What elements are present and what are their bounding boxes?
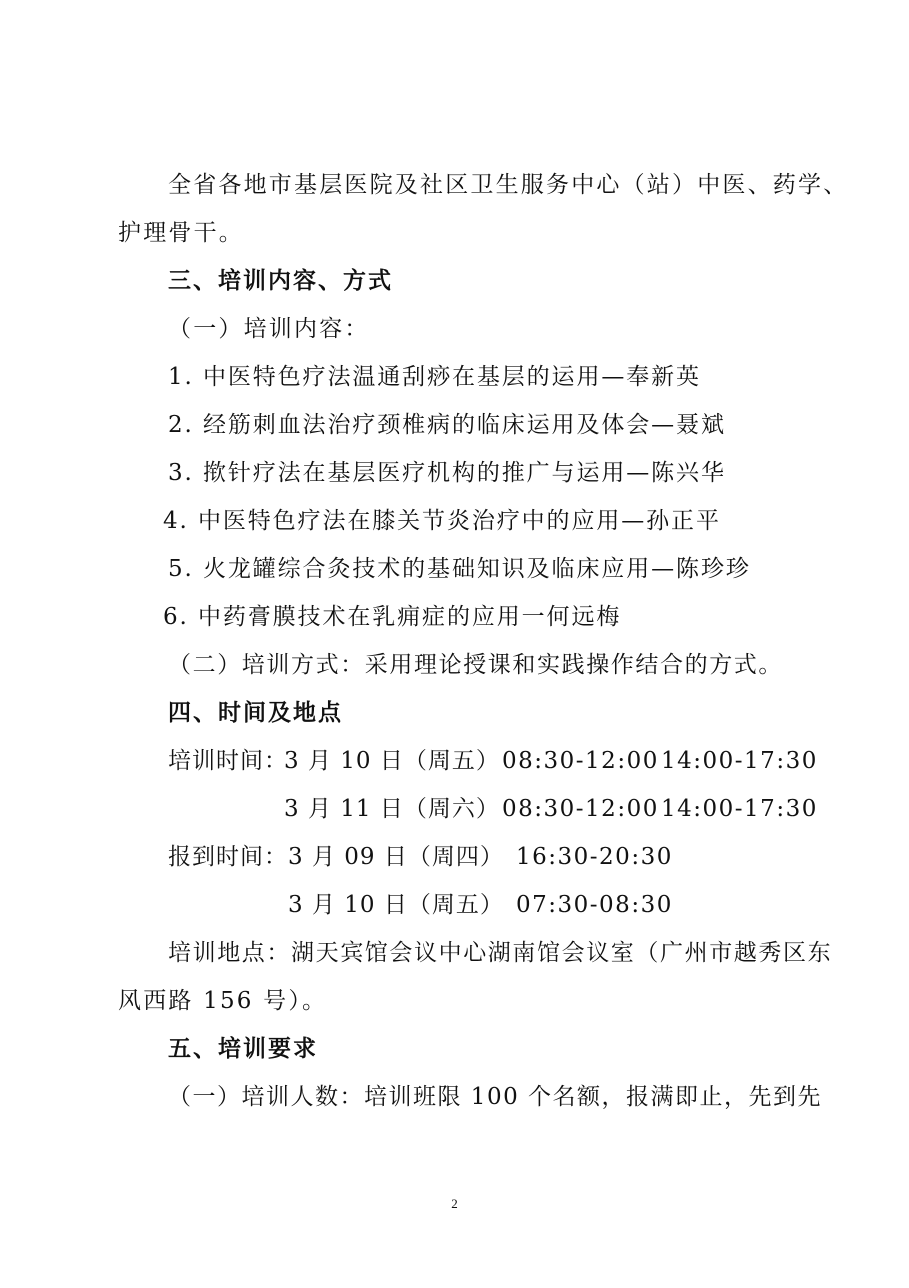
training-time-row-2 (168, 794, 818, 824)
section-5-title: 五、培训要求 (168, 1036, 318, 1062)
training-date: 3 月 10 日（周五） (284, 748, 500, 774)
checkin-time: 16:30-20:30 (516, 844, 673, 870)
participants-line-1: 全省各地市基层医院及社区卫生服务中心（站）中医、药学、 (168, 172, 849, 198)
content-item-6: 6. 中药膏膜技术在乳痈症的应用一何远梅 (163, 604, 622, 630)
content-item-5: 5. 火龙罐综合灸技术的基础知识及临床应用—陈珍珍 (168, 556, 751, 582)
checkin-time-label: 报到时间： (168, 844, 288, 870)
training-time-label: 培训时间： (168, 748, 288, 774)
content-item-2: 2. 经筋刺血法治疗颈椎病的临床运用及体会—聂斌 (168, 412, 726, 438)
checkin-date: 3 月 10 日（周五） (288, 892, 504, 918)
training-morning-time: 08:30-12:00 (502, 796, 659, 822)
content-item-1: 1. 中医特色疗法温通刮痧在基层的运用—奉新英 (168, 364, 701, 390)
training-afternoon-time: 14:00-17:30 (661, 748, 818, 774)
content-item-3: 3. 揿针疗法在基层医疗机构的推广与运用—陈兴华 (168, 460, 726, 486)
training-time-row-1 (168, 746, 818, 776)
section-4-title: 四、时间及地点 (168, 700, 343, 726)
training-morning-time: 08:30-12:00 (502, 748, 659, 774)
page-number: 2 (451, 1196, 458, 1211)
checkin-time-row-2 (168, 890, 808, 920)
checkin-date: 3 月 09 日（周四） (288, 844, 504, 870)
content-heading: （一）培训内容： (168, 316, 370, 342)
training-afternoon-time: 14:00-17:30 (661, 796, 818, 822)
training-method: （二）培训方式：采用理论授课和实践操作结合的方式。 (168, 652, 783, 678)
section-3-title: 三、培训内容、方式 (168, 268, 393, 294)
training-location-line-1: 培训地点：湖天宾馆会议中心湖南馆会议室（广州市越秀区东 (168, 940, 833, 966)
checkin-time-row-1 (168, 842, 808, 872)
training-date: 3 月 11 日（周六） (284, 796, 500, 822)
checkin-time: 07:30-08:30 (516, 892, 673, 918)
content-item-4: 4. 中医特色疗法在膝关节炎治疗中的应用—孙正平 (163, 508, 721, 534)
training-location-line-2: 风西路 156 号）。 (118, 988, 328, 1014)
participant-limit-line: （一）培训人数：培训班限 100 个名额，报满即止，先到先 (168, 1084, 823, 1110)
participants-line-2: 护理骨干。 (118, 220, 244, 246)
